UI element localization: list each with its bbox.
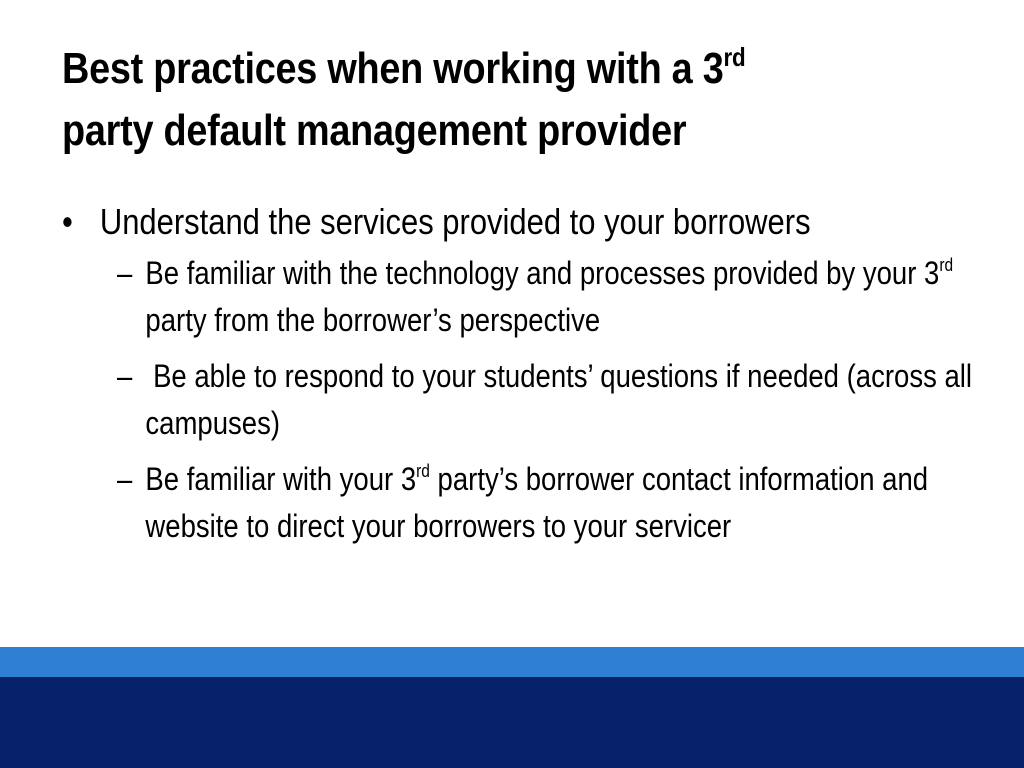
slide-body bbox=[62, 198, 980, 559]
bullet-item bbox=[62, 198, 956, 246]
dash-marker: – bbox=[117, 461, 133, 497]
sub-bullet-item bbox=[62, 353, 1005, 447]
sub-bullet-superscript: rd bbox=[416, 461, 430, 481]
bullet-text: Understand the services provided to your borrowers bbox=[99, 201, 811, 242]
sub-bullet-text: Be familiar with the technology and processes provided by your 3 bbox=[145, 255, 940, 291]
sub-bullet-text-continued: party’s borrower contact information and website to direct your borrowers to your servicer bbox=[145, 461, 929, 544]
bullet-marker: • bbox=[62, 201, 73, 242]
title-line2-text: party default management provider bbox=[62, 106, 687, 155]
dash-marker: – bbox=[117, 255, 133, 291]
sub-bullet-item bbox=[62, 456, 1005, 550]
title-superscript: rd bbox=[723, 42, 746, 72]
footer-band-dark bbox=[0, 677, 1024, 768]
title-line1-text: Best practices when working with a 3 bbox=[62, 44, 724, 93]
sub-bullet-superscript: rd bbox=[939, 255, 954, 275]
sub-bullet-text-continued: party from the borrower’s perspective bbox=[145, 302, 601, 338]
sub-bullet-list bbox=[62, 250, 980, 550]
sub-bullet-text: Be familiar with your 3 bbox=[145, 461, 417, 497]
slide-title bbox=[62, 38, 836, 162]
sub-bullet-item bbox=[62, 250, 1005, 344]
footer-band-light bbox=[0, 647, 1024, 677]
dash-marker: – bbox=[117, 358, 133, 394]
sub-bullet-text: Be able to respond to your students’ questions if needed (across all campuses) bbox=[145, 358, 980, 441]
